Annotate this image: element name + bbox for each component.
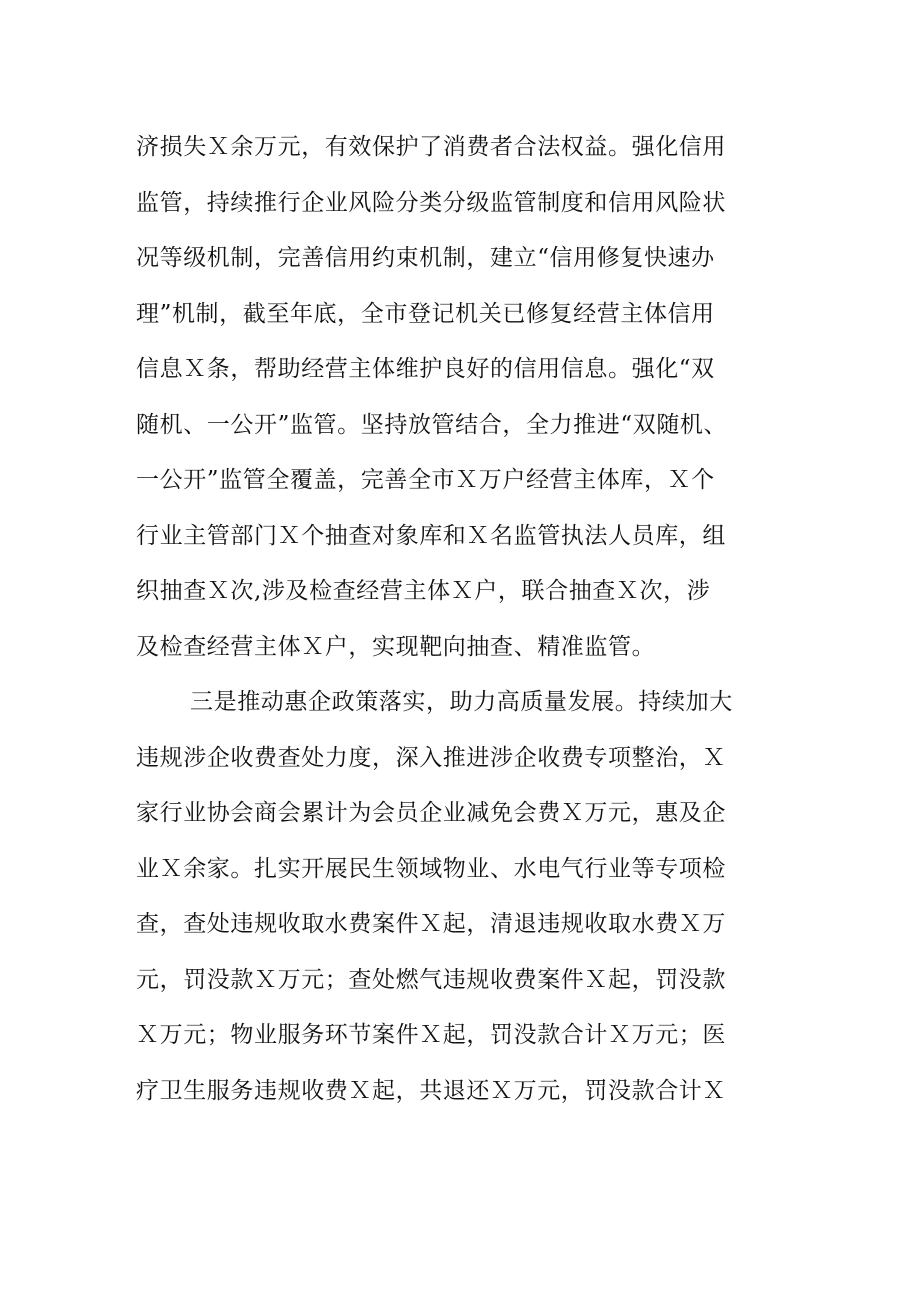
text-line: 业Ｘ余家。扎实开展民生领域物业、水电气行业等专项检 bbox=[136, 855, 726, 882]
body-text bbox=[136, 120, 816, 1119]
text-line: 况等级机制，完善信用约束机制，建立“信用修复快速办 bbox=[136, 245, 715, 271]
text-line: 元，罚没款Ｘ万元；查处燃气违规收费案件Ｘ起，罚没款 bbox=[136, 966, 726, 993]
text-line: 理”机制，截至年底，全市登记机关已修复经营主体信用 bbox=[136, 300, 715, 327]
text-line: 违规涉企收费查处力度，深入推进涉企收费专项整治，Ｘ bbox=[136, 744, 726, 771]
text-line: 行业主管部门Ｘ个抽查对象库和Ｘ名监管执法人员库，组 bbox=[136, 522, 726, 549]
text-line: 及检查经营主体Ｘ户，实现靶向抽查、精准监管。 bbox=[136, 633, 656, 660]
text-line: 疗卫生服务违规收费Ｘ起，共退还Ｘ万元，罚没款合计Ｘ bbox=[136, 1077, 726, 1104]
text-line: 监管，持续推行企业风险分类分级监管制度和信用风险状 bbox=[136, 189, 726, 216]
text-line: 信息Ｘ条，帮助经营主体维护良好的信用信息。强化“双 bbox=[136, 356, 715, 382]
text-line: 济损失Ｘ余万元，有效保护了消费者合法权益。强化信用 bbox=[136, 134, 726, 160]
text-line: 织抽查Ｘ次,涉及检查经营主体Ｘ户，联合抽查Ｘ次，涉 bbox=[136, 578, 711, 604]
text-line: 查，查处违规收取水费案件Ｘ起，清退违规收取水费Ｘ万 bbox=[136, 911, 726, 937]
text-line: 随机、一公开”监管。坚持放管结合，全力推进“双随机、 bbox=[136, 411, 728, 438]
text-line: Ｘ万元；物业服务环节案件Ｘ起，罚没款合计Ｘ万元；医 bbox=[136, 1022, 726, 1048]
text-line: 一公开”监管全覆盖，完善全市Ｘ万户经营主体库，Ｘ个 bbox=[136, 467, 715, 493]
text-line: 家行业协会商会累计为会员企业减免会费Ｘ万元，惠及企 bbox=[136, 800, 726, 826]
paragraph-start-line: 三是推动惠企政策落实，助力高质量发展。持续加大 bbox=[190, 689, 733, 715]
